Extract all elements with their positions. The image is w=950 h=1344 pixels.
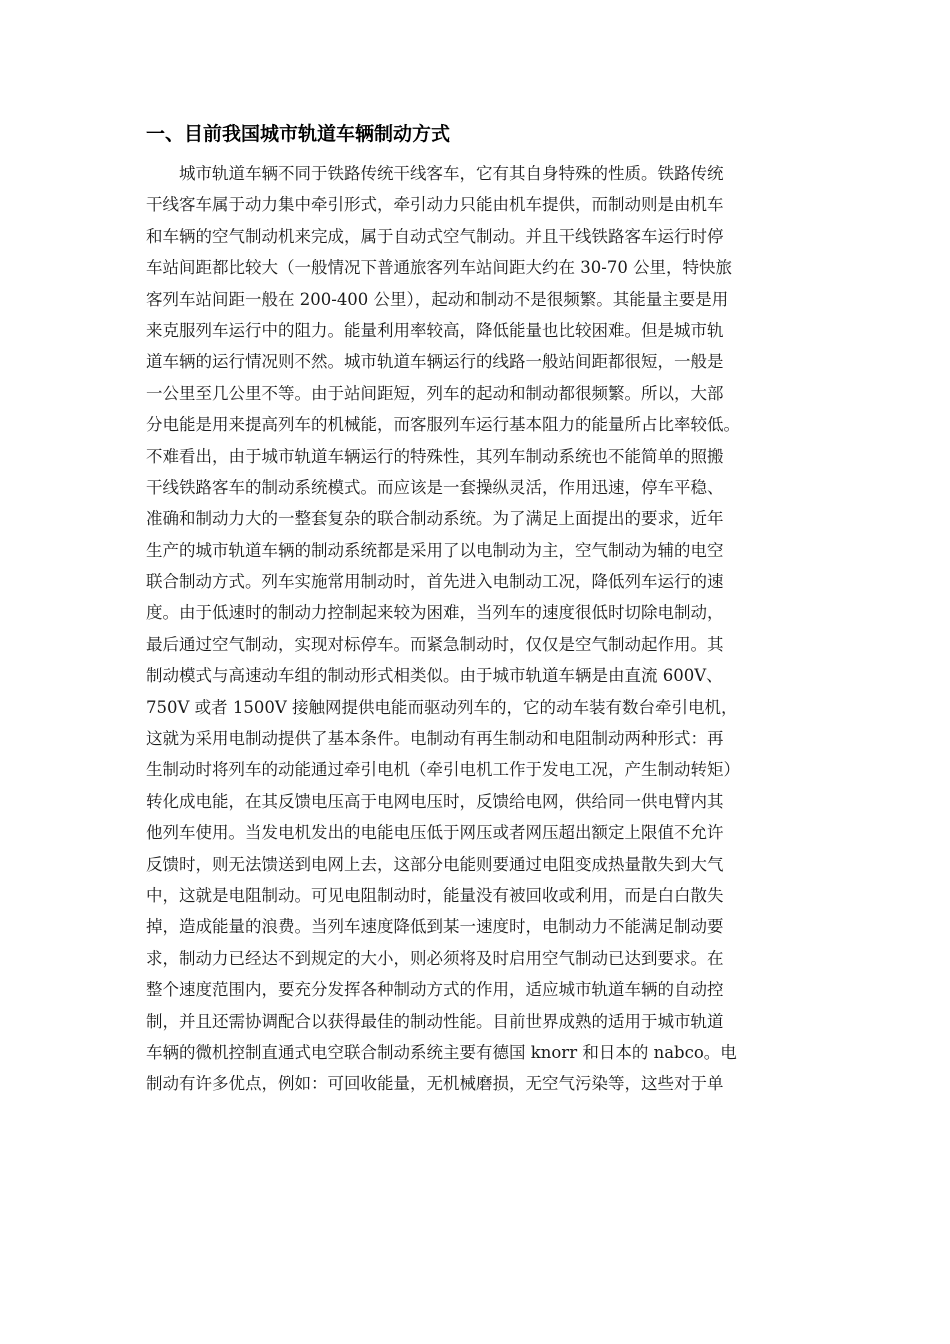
text-line: 反馈时，则无法馈送到电网上去，这部分电能则要通过电阻变成热量散失到大气 (146, 854, 724, 874)
text-line: 干线客车属于动力集中牵引形式，牵引动力只能由机车提供，而制动则是由机车 (146, 195, 724, 215)
text-line: 制，并且还需协调配合以获得最佳的制动性能。目前世界成熟的适用于城市轨道 (146, 1011, 724, 1031)
text-line: 中，这就是电阻制动。可见电阻制动时，能量没有被回收或利用，而是白白散失 (146, 885, 724, 905)
text-line: 制动有许多优点，例如：可回收能量，无机械磨损，无空气污染等，这些对于单 (146, 1074, 724, 1094)
text-line: 度。由于低速时的制动力控制起来较为困难，当列车的速度很低时切除电制动， (146, 603, 724, 623)
text-line: 制动模式与高速动车组的制动形式相类似。由于城市轨道车辆是由直流 600V、 (146, 666, 723, 686)
text-line: 这就为采用电制动提供了基本条件。电制动有再生制动和电阻制动两种形式：再 (146, 729, 724, 749)
text-line: 道车辆的运行情况则不然。城市轨道车辆运行的线路一般站间距都很短，一般是 (146, 352, 724, 372)
section-heading: 一、目前我国城市轨道车辆制动方式 (146, 123, 451, 145)
text-line: 城市轨道车辆不同于铁路传统干线客车，它有其自身特殊的性质。铁路传统 (146, 164, 724, 183)
text-line: 他列车使用。当发电机发出的电能电压低于网压或者网压超出额定上限值不允许 (146, 823, 724, 843)
text-line: 和车辆的空气制动机来完成，属于自动式空气制动。并且干线铁路客车运行时停 (146, 226, 724, 246)
text-line: 掉，造成能量的浪费。当列车速度降低到某一速度时，电制动力不能满足制动要 (146, 917, 724, 937)
text-line: 生制动时将列车的动能通过牵引电机（牵引电机工作于发电工况，产生制动转矩） (146, 760, 740, 780)
text-line: 来克服列车运行中的阻力。能量利用率较高，降低能量也比较困难。但是城市轨 (146, 320, 724, 340)
text-line: 最后通过空气制动，实现对标停车。而紧急制动时，仅仅是空气制动起作用。其 (146, 634, 724, 654)
text-line: 客列车站间距一般在 200-400 公里），起动和制动不是很频繁。其能量主要是用 (146, 289, 729, 309)
text-line: 750V 或者 1500V 接触网提供电能而驱动列车的，它的动车装有数台牵引电机， (146, 697, 738, 717)
text-line: 转化成电能，在其反馈电压高于电网电压时，反馈给电网，供给同一供电臂内其 (146, 791, 724, 811)
text-line: 联合制动方式。列车实施常用制动时，首先进入电制动工况，降低列车运行的速 (146, 572, 724, 592)
text-line: 求，制动力已经达不到规定的大小，则必须将及时启用空气制动已达到要求。在 (146, 948, 724, 968)
text-line: 车站间距都比较大（一般情况下普通旅客列车站间距大约在 30-70 公里，特快旅 (146, 258, 733, 278)
text-line: 分电能是用来提高列车的机械能，而客服列车运行基本阻力的能量所占比率较低。 (146, 415, 740, 435)
body-paragraph (146, 158, 806, 1100)
text-line: 整个速度范围内，要充分发挥各种制动方式的作用，适应城市轨道车辆的自动控 (146, 980, 724, 1000)
text-line: 不难看出，由于城市轨道车辆运行的特殊性，其列车制动系统也不能简单的照搬 (146, 446, 724, 466)
text-line: 一公里至几公里不等。由于站间距短，列车的起动和制动都很频繁。所以，大部 (146, 383, 724, 403)
text-line: 干线铁路客车的制动系统模式。而应该是一套操纵灵活，作用迅速，停车平稳、 (146, 477, 724, 497)
text-line: 生产的城市轨道车辆的制动系统都是采用了以电制动为主，空气制动为辅的电空 (146, 540, 724, 560)
text-line: 车辆的微机控制直通式电空联合制动系统主要有德国 knorr 和日本的 nabco。电 (146, 1042, 737, 1062)
text-line: 准确和制动力大的一整套复杂的联合制动系统。为了满足上面提出的要求，近年 (146, 509, 724, 529)
